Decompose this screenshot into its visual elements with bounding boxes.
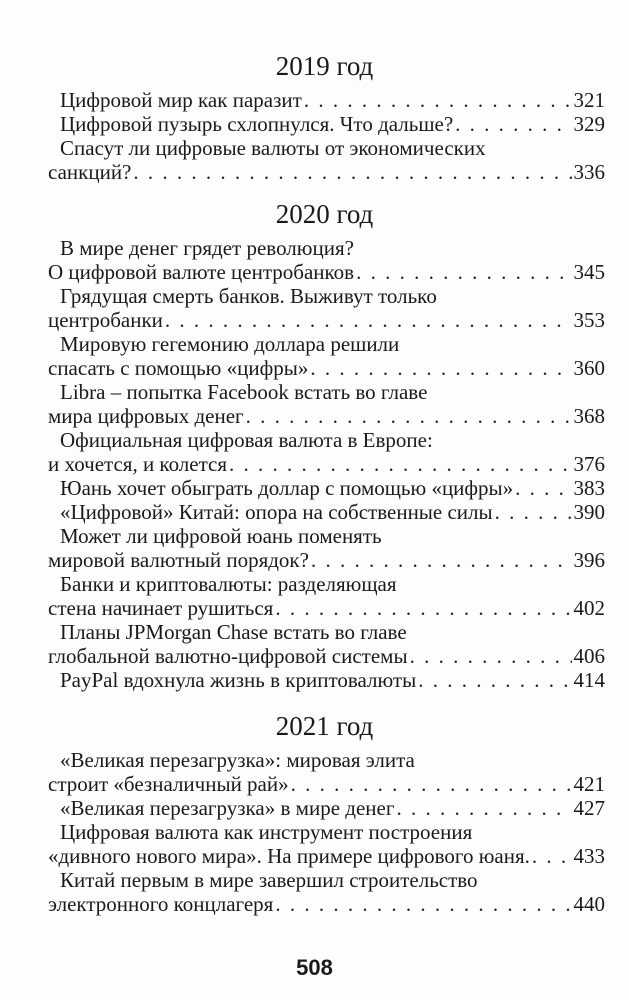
entry-page: 427 <box>573 796 605 820</box>
leader-dots <box>275 892 571 916</box>
leader-dots <box>310 356 571 380</box>
entry-page: 336 <box>573 160 605 184</box>
entry-title: мировой валютный порядок? <box>48 548 309 572</box>
leader-dots <box>515 476 571 500</box>
leader-dots <box>133 160 571 184</box>
entry-title-line1: Libra – попытка Facebook встать во главе <box>60 380 428 404</box>
entry-page: 383 <box>573 476 605 500</box>
page-number: 508 <box>296 955 333 980</box>
entry-title-line1: Цифровая валюта как инструмент построения <box>60 820 473 844</box>
toc-entry <box>0 748 629 796</box>
entry-title: «дивного нового мира». На примере цифрового юаня. <box>48 844 530 868</box>
entry-title: «Цифровой» Китай: опора на собственные силы <box>60 500 493 524</box>
entry-title: центробанки <box>48 308 163 332</box>
entry-title: электронного концлагеря <box>48 892 274 916</box>
toc-entry <box>0 236 629 284</box>
leader-dots <box>410 644 572 668</box>
section-2021 <box>0 710 629 916</box>
toc-entry <box>0 620 629 668</box>
section-heading: 2020 год <box>275 199 374 229</box>
toc-entry <box>0 668 629 692</box>
entry-title: Цифровой мир как паразит <box>60 88 302 112</box>
entry-title-line1: Может ли цифровой юань поменять <box>60 524 382 548</box>
entry-page: 396 <box>573 548 605 572</box>
leader-dots <box>495 500 572 524</box>
entry-title: и хочется, и колется <box>48 452 228 476</box>
section-2020 <box>0 198 629 692</box>
leader-dots <box>275 596 571 620</box>
entry-title-line1: Грядущая смерть банков. Выживут только <box>60 284 437 308</box>
leader-dots <box>229 452 571 476</box>
toc-entry <box>0 476 629 500</box>
entry-title: глобальной валютно-цифровой системы <box>48 644 408 668</box>
entry-page: 329 <box>573 112 605 136</box>
entry-page: 440 <box>573 892 605 916</box>
section-heading: 2019 год <box>275 51 374 81</box>
leader-dots <box>304 88 572 112</box>
entry-page: 402 <box>573 596 605 620</box>
leader-dots <box>291 772 572 796</box>
leader-dots <box>396 796 571 820</box>
entry-page: 368 <box>573 404 605 428</box>
entry-title-line1: «Великая перезагрузка»: мировая элита <box>60 748 415 772</box>
entry-title: «Великая перезагрузка» в мире денег <box>60 796 395 820</box>
entry-title: Юань хочет обыграть доллар с помощью «цифры» <box>60 476 514 500</box>
leader-dots <box>165 308 572 332</box>
entry-title: санкций? <box>48 160 132 184</box>
toc-entry <box>0 868 629 916</box>
entry-title: стена начинает рушиться <box>48 596 274 620</box>
toc-entry <box>0 88 629 112</box>
leader-dots <box>532 844 572 868</box>
entry-title-line1: В мире денег грядет революция? <box>60 236 354 260</box>
toc-entry <box>0 136 629 184</box>
entry-title-line1: Китай первым в мире завершил строительство <box>60 868 478 892</box>
entry-title-line1: Официальная цифровая валюта в Европе: <box>60 428 433 452</box>
toc-entry <box>0 284 629 332</box>
leader-dots <box>311 548 572 572</box>
entry-title: Цифровой пузырь схлопнулся. Что дальше? <box>60 112 454 136</box>
leader-dots <box>356 260 571 284</box>
entry-page: 360 <box>573 356 605 380</box>
entry-title-line1: Планы JPMorgan Chase встать во главе <box>60 620 407 644</box>
entry-title: О цифровой валюте центробанков <box>48 260 355 284</box>
toc-entry <box>0 820 629 868</box>
toc-entry <box>0 572 629 620</box>
section-heading: 2021 год <box>275 711 374 741</box>
leader-dots <box>455 112 571 136</box>
entry-title: PayPal вдохнула жизнь в криптовалюты <box>60 668 417 692</box>
entry-page: 433 <box>573 844 605 868</box>
toc-entry <box>0 428 629 476</box>
entry-page: 353 <box>573 308 605 332</box>
entry-page: 345 <box>573 260 605 284</box>
entry-page: 406 <box>573 644 605 668</box>
entry-title: строит «безналичный рай» <box>48 772 289 796</box>
section-2019 <box>0 50 629 184</box>
entry-title-line1: Мировую гегемонию доллара решили <box>60 332 400 356</box>
leader-dots <box>418 668 571 692</box>
entry-page: 414 <box>573 668 605 692</box>
toc-entry <box>0 332 629 380</box>
entry-page: 421 <box>573 772 605 796</box>
toc-entry <box>0 524 629 572</box>
entry-title: мира цифровых денег <box>48 404 244 428</box>
leader-dots <box>246 404 572 428</box>
entry-title-line1: Спасут ли цифровые валюты от экономических <box>60 136 486 160</box>
entry-title: спасать с помощью «цифры» <box>48 356 309 380</box>
entry-page: 390 <box>573 500 605 524</box>
entry-page: 376 <box>573 452 605 476</box>
toc-entry <box>0 112 629 136</box>
toc-entry <box>0 796 629 820</box>
toc-entry <box>0 380 629 428</box>
toc-entry <box>0 500 629 524</box>
entry-title-line1: Банки и криптовалюты: разделяющая <box>60 572 397 596</box>
entry-page: 321 <box>573 88 605 112</box>
